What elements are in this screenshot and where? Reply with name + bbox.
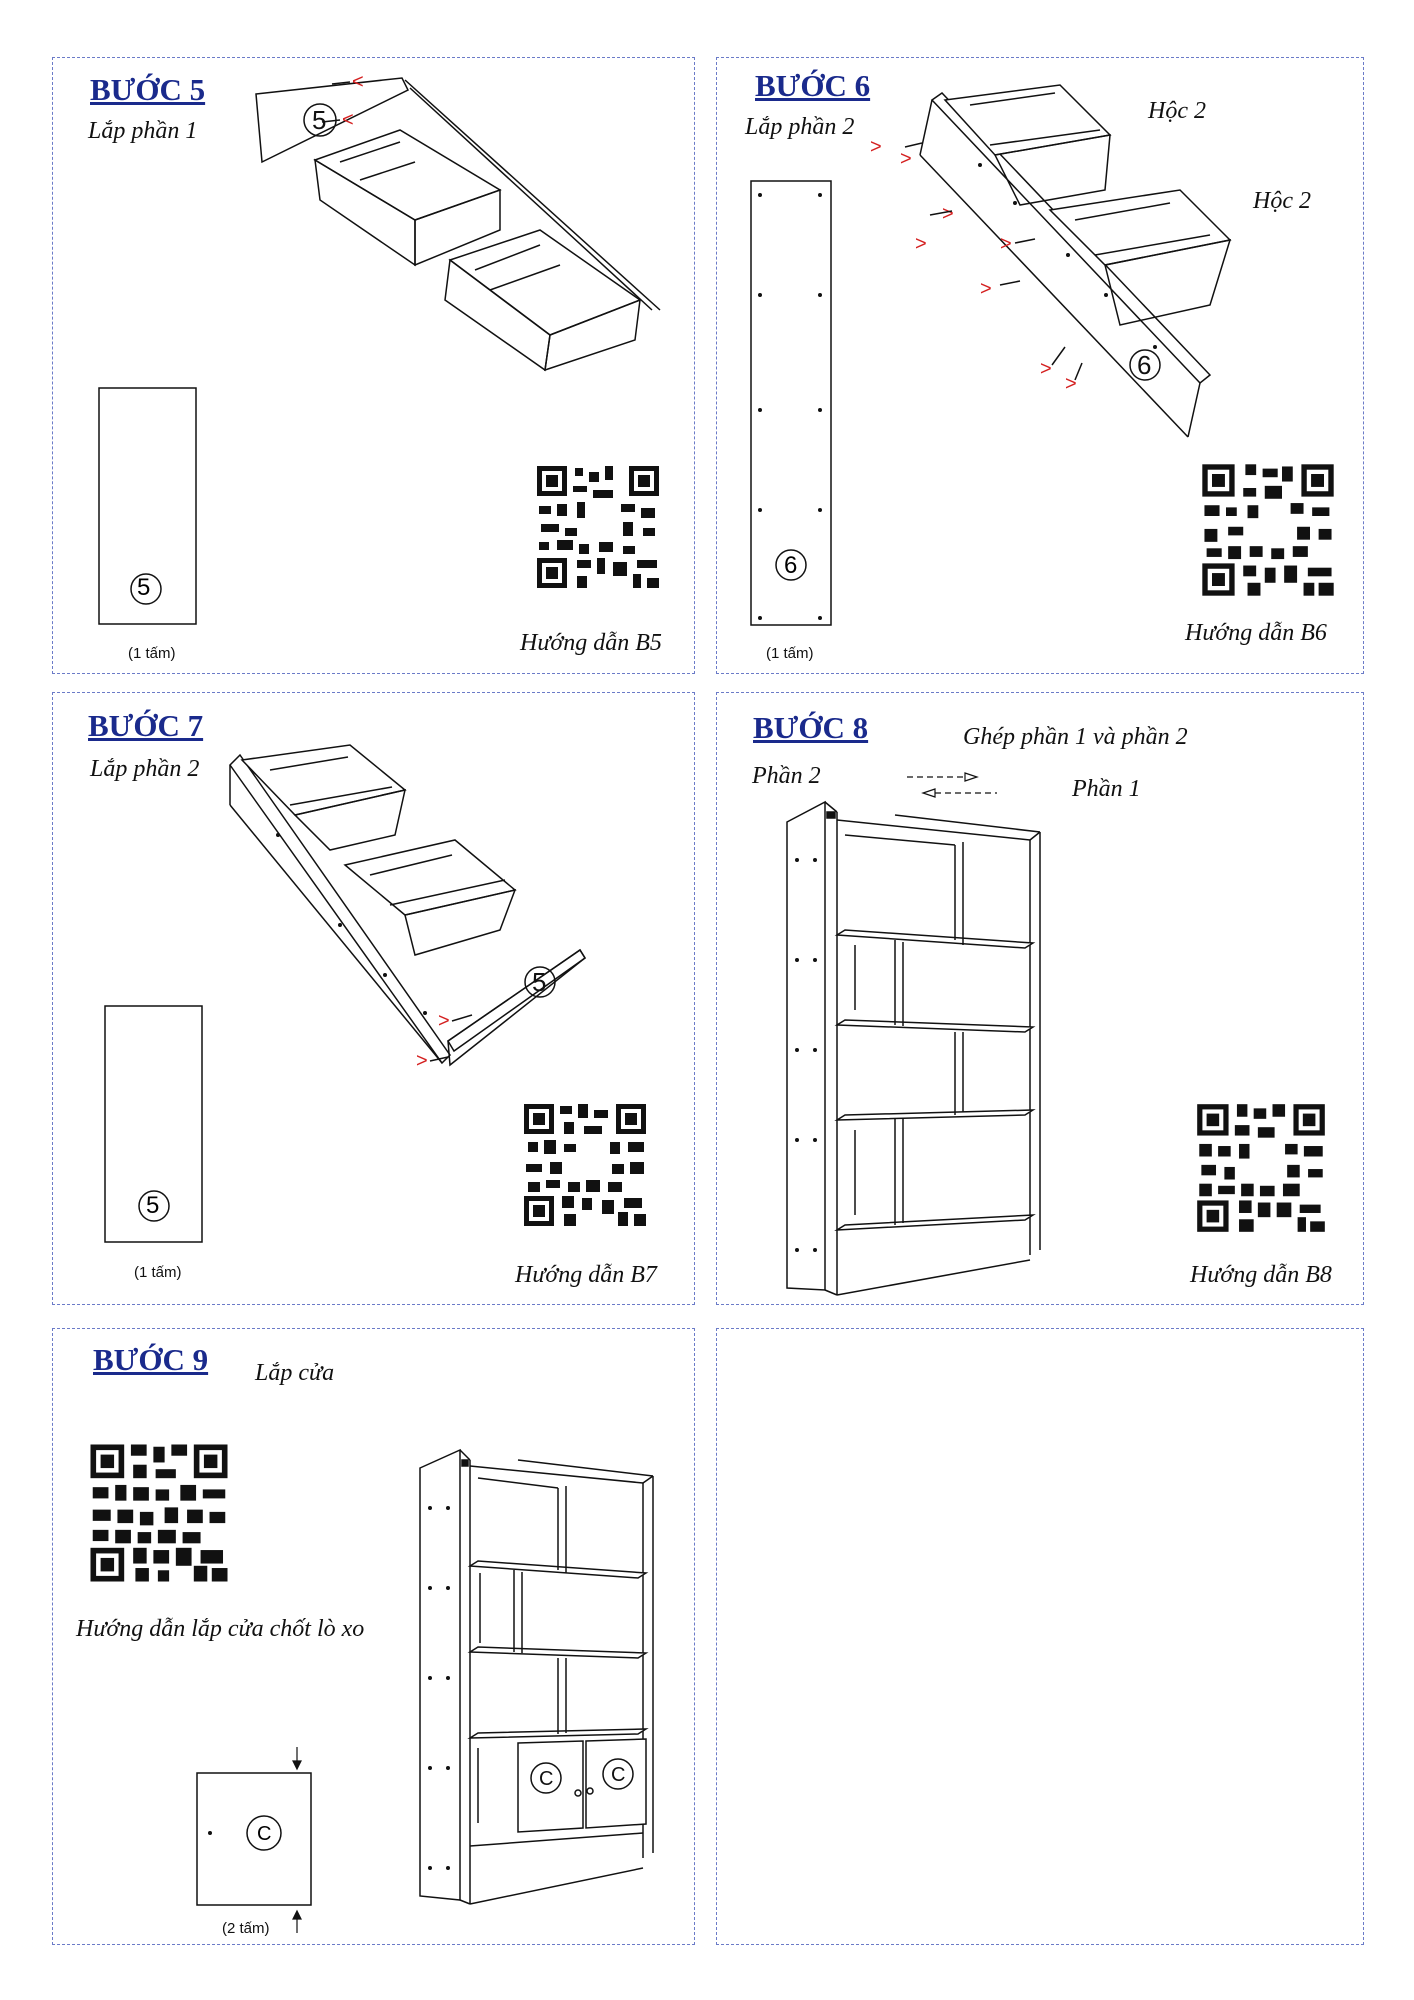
svg-text:>: > (942, 203, 954, 225)
svg-text:5: 5 (312, 105, 327, 135)
svg-text:>: > (900, 148, 912, 170)
step-5-subtitle: Lắp phần 1 (88, 118, 198, 144)
step-7-part-number: 5 (146, 1192, 160, 1219)
step-9-title: BƯỚC 9 (93, 1342, 209, 1377)
step-7-quantity: (1 tấm) (134, 1264, 182, 1281)
step-8-label-part-2: Phần 2 (752, 763, 821, 789)
step-9-cabinet-drawing (418, 1448, 658, 1908)
step-6-label-hoc-2: Hộc 2 (1253, 188, 1311, 214)
step-9-quantity: (2 tấm) (222, 1920, 270, 1937)
step-8-subtitle: Ghép phần 1 và phần 2 (963, 724, 1188, 750)
svg-text:5: 5 (532, 967, 547, 997)
svg-text:>: > (1065, 373, 1077, 395)
svg-text:C: C (611, 1764, 626, 1786)
svg-text:C: C (539, 1768, 554, 1790)
step-5-title: BƯỚC 5 (90, 72, 206, 107)
arrow-icon (905, 770, 1005, 800)
step-8-qr-caption: Hướng dẫn B8 (1190, 1262, 1332, 1288)
step-7-title: BƯỚC 7 (88, 708, 204, 743)
step-6-quantity: (1 tấm) (766, 645, 814, 662)
step-8-label-part-1: Phần 1 (1072, 776, 1141, 802)
svg-text:<: < (352, 71, 364, 93)
empty-panel (716, 1328, 1364, 1945)
svg-text:>: > (915, 233, 927, 255)
step-6-assembly-drawing (870, 85, 1240, 445)
step-5-assembly-drawing (240, 70, 680, 420)
step-6-label-hoc-1: Hộc 2 (1148, 98, 1206, 124)
svg-text:>: > (870, 136, 882, 158)
step-5-part-number: 5 (137, 574, 151, 601)
qr-code-icon (533, 462, 663, 592)
step-7-assembly-drawing (220, 745, 600, 1075)
svg-text:6: 6 (1137, 350, 1152, 380)
step-8-bookshelf-drawing (785, 800, 1045, 1300)
arrow-icon (290, 1745, 304, 1935)
step-5-qr-caption: Hướng dẫn B5 (520, 630, 662, 656)
svg-text:>: > (416, 1050, 428, 1072)
step-7-subtitle: Lắp phần 2 (90, 756, 200, 782)
step-6-title: BƯỚC 6 (755, 68, 871, 103)
step-6-subtitle: Lắp phần 2 (745, 114, 855, 140)
step-8-title: BƯỚC 8 (753, 710, 869, 745)
qr-code-icon (86, 1440, 232, 1586)
svg-text:>: > (1000, 233, 1012, 255)
step-9-qr-caption: Hướng dẫn lắp cửa chốt lò xo (76, 1616, 365, 1642)
svg-text:<: < (342, 109, 354, 131)
step-6-part-number: 6 (784, 552, 798, 579)
qr-code-icon (1198, 460, 1338, 600)
qr-code-icon (1193, 1100, 1329, 1236)
step-9-part-label: C (257, 1823, 272, 1845)
step-9-subtitle: Lắp cửa (255, 1360, 335, 1386)
step-5-quantity: (1 tấm) (128, 645, 176, 662)
step-6-qr-caption: Hướng dẫn B6 (1185, 620, 1327, 646)
step-7-qr-caption: Hướng dẫn B7 (515, 1262, 657, 1288)
svg-text:>: > (1040, 358, 1052, 380)
svg-text:>: > (980, 278, 992, 300)
qr-code-icon (520, 1100, 650, 1230)
svg-text:>: > (438, 1010, 450, 1032)
